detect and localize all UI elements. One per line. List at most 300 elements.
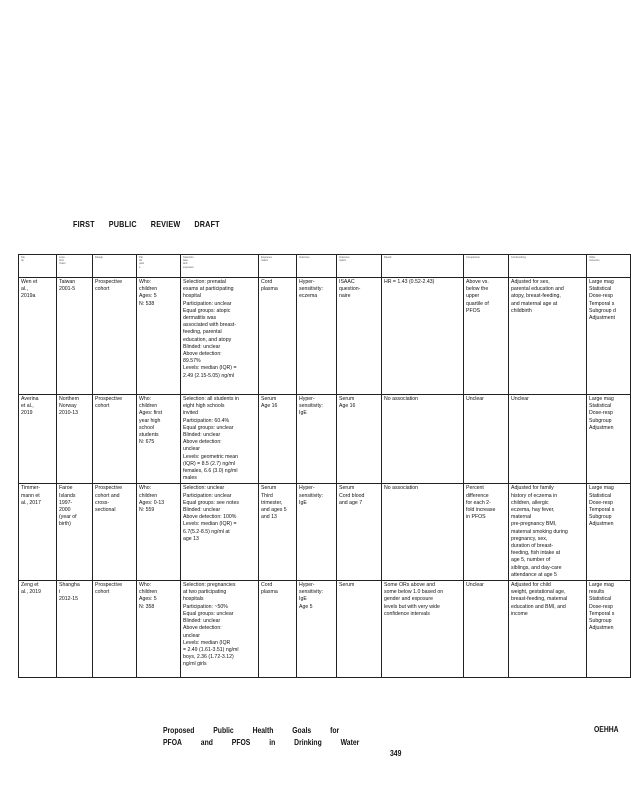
cell-line: Above detection:: [183, 351, 222, 358]
cell-participants: [137, 581, 181, 678]
cell-line: levels but with very wide: [384, 603, 440, 610]
cell-line: Age 16: [261, 403, 278, 410]
column-header-line: Par: [139, 256, 144, 259]
cell-line: Subgroup d: [589, 307, 616, 314]
cell-line: Cord: [261, 582, 273, 589]
cell-line: weight, gestational age,: [511, 589, 566, 596]
cell-confounding: [509, 395, 587, 484]
cell-line: trimester,: [261, 499, 283, 506]
cell-line: and age 7: [339, 499, 363, 506]
cell-line: children: [139, 589, 158, 596]
column-header-line: Loca: [59, 256, 65, 259]
footer-word: Proposed: [163, 726, 195, 735]
cell-line: Hyper-: [299, 582, 315, 589]
draft-word: FIRST: [73, 219, 95, 229]
cell-line: income: [511, 610, 528, 617]
cell-line: No association: [384, 396, 419, 402]
cell-outcome-matrix: [337, 278, 382, 395]
cell-line: Ages: 5: [139, 596, 157, 603]
cell-line: Who:: [139, 396, 152, 402]
cell-line: history of eczema in: [511, 492, 558, 499]
cell-line: children: [139, 403, 158, 410]
cell-line: Serum: [339, 582, 355, 589]
cell-line: Participation: unclear: [183, 300, 232, 307]
cell-line: results: [589, 589, 605, 596]
cell-line: feeding, parental: [183, 329, 222, 336]
cell-line: Age 5: [299, 603, 313, 610]
cell-line: and maternal age at: [511, 300, 558, 307]
column-header-line: Outcome: [299, 256, 310, 259]
cell-line: birth): [59, 521, 71, 528]
cell-line: question-: [339, 286, 361, 293]
cell-matrix: [259, 278, 297, 395]
cell-line: gender and exposure: [384, 596, 434, 603]
column-header-line: Outcome: [339, 256, 350, 259]
cell-line: 1997-: [59, 499, 73, 506]
cell-line: N: 559: [139, 507, 155, 514]
column-header-line: tici: [139, 259, 143, 263]
cell-line: Northern: [59, 396, 80, 402]
column-header: [337, 255, 382, 278]
cell-location: [57, 395, 93, 484]
cell-line: Blinded: unclear: [183, 507, 221, 514]
column-header-line: bias: [183, 259, 188, 263]
cell-line: Cord blood: [339, 492, 365, 499]
cell-line: al., 2017: [21, 499, 41, 506]
cell-line: maternal smoking during: [511, 528, 568, 535]
cell-line: plasma: [261, 589, 278, 596]
column-header-line: Design: [95, 256, 104, 259]
cell-line: Percent: [466, 485, 484, 492]
cell-line: Timmer-: [21, 485, 41, 492]
cell-outcome: [297, 484, 337, 581]
cell-line: Blinded: unclear: [183, 343, 221, 350]
cell-line: 2019a: [21, 293, 36, 300]
cell-line: duration of breast-: [511, 543, 554, 550]
cell-line: Prospective: [95, 279, 123, 285]
column-header-line: Confounding: [511, 256, 526, 259]
cell-line: Faroe: [59, 485, 73, 492]
cell-study: [19, 581, 57, 678]
cell-line: Adjustment: [589, 315, 615, 322]
cell-line: Levels: median (IQR) =: [183, 365, 237, 372]
cell-line: age 5, number of: [511, 557, 551, 564]
cell-line: confidence intervals: [384, 610, 430, 617]
column-header-line: exposure: [183, 265, 194, 269]
cell-line: Who:: [139, 582, 152, 589]
cell-line: Adjusted for family: [511, 485, 554, 492]
footer-word: PFOS: [231, 738, 251, 747]
cell-participants: [137, 395, 181, 484]
cell-line: et al.,: [21, 403, 34, 410]
cell-line: associated with breast-: [183, 322, 237, 329]
column-header: [382, 255, 464, 278]
cell-outcome: [297, 278, 337, 395]
cell-line: breast-feeding, maternal: [511, 596, 568, 603]
cell-line: Dose-resp: [589, 293, 613, 300]
cell-line: Dose-resp: [589, 603, 613, 610]
cell-line: Who:: [139, 279, 152, 285]
cell-location: [57, 278, 93, 395]
cell-line: Islands: [59, 492, 76, 499]
cell-result: [382, 278, 464, 395]
cell-line: Temporal s: [589, 610, 615, 617]
cell-line: quartile of: [466, 300, 489, 307]
cell-participants: [137, 278, 181, 395]
cell-design: [93, 278, 137, 395]
cell-line: Equal groups: unclear: [183, 424, 234, 431]
cell-line: Temporal s: [589, 507, 615, 514]
footer-title-line-1: [163, 725, 376, 737]
footer-word: for: [330, 726, 340, 735]
cell-line: and 13: [261, 514, 277, 521]
cell-line: Equal groups: see notes: [183, 499, 239, 506]
cell-line: invited: [183, 410, 198, 417]
footer-word: Drinking: [294, 738, 322, 747]
cell-line: Participation: ~50%: [183, 603, 228, 610]
cell-outcome-matrix: [337, 581, 382, 678]
cell-line: sectional: [95, 507, 116, 514]
column-header-line: Years: [59, 262, 66, 266]
draft-word: DRAFT: [194, 219, 220, 229]
cell-line: Above detection:: [183, 625, 222, 632]
cell-confounding: [509, 484, 587, 581]
cell-line: Selection: prenatal: [183, 279, 226, 285]
cell-line: Statistical: [589, 403, 612, 410]
cell-line: Large mag: [589, 582, 614, 589]
cell-line: Subgroup: [589, 514, 612, 521]
cell-line: Large mag: [589, 396, 614, 402]
cell-outcome-matrix: [337, 484, 382, 581]
cell-line: pre-pregnancy BMI,: [511, 521, 557, 528]
column-header-line: tion/: [59, 259, 64, 263]
cell-line: atopy, breast-feeding,: [511, 293, 561, 300]
cell-line: for each 2-: [466, 499, 491, 506]
study-table: [18, 254, 631, 678]
cell-line: Ages: first: [139, 410, 163, 417]
cell-line: Equal groups: atopic: [183, 307, 231, 314]
cell-line: IgE: [299, 499, 307, 506]
cell-line: females, 6.6 (3.0) ng/ml: [183, 468, 238, 475]
cell-line: Participation: unclear: [183, 492, 232, 499]
cell-line: Temporal s: [589, 300, 615, 307]
column-header: [57, 255, 93, 278]
cell-line: Unclear: [511, 396, 529, 402]
cell-line: plasma: [261, 286, 278, 293]
cell-line: Adjusted for child: [511, 582, 551, 589]
cell-line: Statistical: [589, 286, 612, 293]
cell-line: Prospective: [95, 485, 123, 492]
column-header-line: Other: [589, 256, 596, 259]
cell-line: Serum: [261, 396, 277, 402]
column-header: [587, 255, 631, 278]
cell-line: Prospective: [95, 396, 123, 402]
cell-line: 2010-13: [59, 410, 79, 417]
cell-line: childbirth: [511, 307, 532, 314]
cell-line: males: [183, 475, 197, 482]
cell-selection: [181, 278, 259, 395]
cell-line: N: 538: [139, 300, 155, 307]
cell-line: 89.57%: [183, 358, 201, 365]
cell-line: Shangha: [59, 582, 80, 589]
cell-line: Serum: [339, 485, 355, 492]
cell-study: [19, 278, 57, 395]
column-header-line: Exposure: [261, 256, 272, 259]
cell-line: naire: [339, 293, 351, 300]
cell-line: Above detection: 100%: [183, 514, 237, 521]
column-header-line: Stu: [21, 256, 25, 259]
cell-line: unclear: [183, 446, 201, 453]
cell-confounding: [509, 278, 587, 395]
cell-line: i: [59, 589, 61, 596]
cell-other: [587, 484, 631, 581]
cell-line: Serum: [261, 485, 277, 492]
cell-line: 2012-15: [59, 596, 79, 603]
cell-line: Unclear: [466, 396, 484, 402]
cell-line: Large mag: [589, 485, 614, 492]
cell-line: pregnancy, sex,: [511, 535, 548, 542]
cell-line: sensitivity:: [299, 492, 323, 499]
footer-word: Health: [252, 726, 274, 735]
column-header: [181, 255, 259, 278]
study-table-container: [18, 254, 618, 668]
cell-line: feeding, fish intake at: [511, 550, 561, 557]
cell-line: dermatitis was: [183, 315, 217, 322]
cell-selection: [181, 395, 259, 484]
column-header: [259, 255, 297, 278]
table-header-row: [19, 255, 631, 278]
cell-line: unclear: [183, 632, 201, 639]
cell-other: [587, 581, 631, 678]
column-header-line: and: [183, 262, 188, 266]
cell-line: education, and atopy: [183, 336, 232, 343]
column-header-line: matrix: [339, 259, 347, 263]
footer-word: Water: [340, 738, 360, 747]
column-header: [464, 255, 509, 278]
column-header-line: pant: [139, 262, 145, 266]
cell-line: Age 16: [339, 403, 356, 410]
cell-line: some below 1.0 based on: [384, 589, 444, 596]
cell-line: Wen et: [21, 279, 38, 285]
footer-word: and: [200, 738, 213, 747]
cell-line: hospitals: [183, 596, 204, 603]
cell-line: below the: [466, 286, 489, 293]
cell-line: children: [139, 492, 158, 499]
column-header-line: Selection: [183, 256, 194, 259]
cell-outcome: [297, 395, 337, 484]
cell-design: [93, 484, 137, 581]
footer-word: in: [269, 738, 276, 747]
agency-name: OEHHA: [594, 725, 619, 734]
cell-result: [382, 395, 464, 484]
cell-line: (IQR) = 8.5 (2.7) ng/ml: [183, 460, 236, 467]
cell-line: Hyper-: [299, 485, 315, 492]
cell-line: (year of: [59, 514, 77, 521]
cell-line: IgE: [299, 410, 307, 417]
cell-line: Selection: pregnancies: [183, 582, 236, 589]
cell-line: Adjusted for sex,: [511, 279, 550, 285]
cell-confounding: [509, 581, 587, 678]
footer-title-line-2: [163, 737, 376, 749]
cell-line: Levels: median (IQR: [183, 639, 231, 646]
cell-line: Some ORs above and: [384, 582, 436, 589]
cell-line: N: 358: [139, 603, 155, 610]
cell-line: sensitivity:: [299, 286, 323, 293]
cell-line: maternal: [511, 514, 532, 521]
draft-label: [73, 219, 232, 229]
cell-line: al.,: [21, 286, 28, 293]
cell-line: Hyper-: [299, 279, 315, 285]
cell-selection: [181, 581, 259, 678]
cell-line: sensitivity:: [299, 403, 323, 410]
table-row: [19, 581, 631, 678]
cell-line: cohort: [95, 589, 110, 596]
cell-line: cross-: [95, 499, 110, 506]
cell-line: boys, 2.36 (1.72-3.12): [183, 654, 234, 661]
cell-line: Norway: [59, 403, 77, 410]
cell-line: Hyper-: [299, 396, 315, 402]
cell-comparison: [464, 484, 509, 581]
cell-result: [382, 484, 464, 581]
cell-line: school: [139, 424, 154, 431]
cell-line: upper: [466, 293, 480, 300]
cell-line: children, allergic: [511, 499, 549, 506]
draft-word: PUBLIC: [108, 219, 137, 229]
cell-study: [19, 484, 57, 581]
cell-line: Subgroup: [589, 618, 612, 625]
column-header-line: matrix: [261, 259, 269, 263]
cell-other: [587, 278, 631, 395]
column-header: [509, 255, 587, 278]
cell-line: Subgroup: [589, 417, 612, 424]
cell-comparison: [464, 278, 509, 395]
cell-line: Prospective: [95, 582, 123, 589]
cell-line: sensitivity:: [299, 589, 323, 596]
cell-line: Above detection:: [183, 439, 222, 446]
cell-line: and ages 5: [261, 507, 287, 514]
cell-line: Averina: [21, 396, 39, 402]
cell-line: Statistical: [589, 492, 612, 499]
footer-word: PFOA: [163, 738, 182, 747]
table-row: [19, 484, 631, 581]
cell-line: Participation: 60.4%: [183, 417, 230, 424]
cell-line: HR = 1.43 (0.52-2.43): [384, 279, 435, 285]
cell-line: hospital: [183, 293, 201, 300]
cell-line: students: [139, 432, 159, 439]
cell-line: Selection: all students in: [183, 396, 239, 402]
cell-selection: [181, 484, 259, 581]
cell-line: Equal groups: unclear: [183, 610, 234, 617]
cell-comparison: [464, 395, 509, 484]
cell-matrix: [259, 395, 297, 484]
cell-line: ISAAC: [339, 279, 355, 285]
cell-location: [57, 581, 93, 678]
cell-matrix: [259, 581, 297, 678]
cell-line: Levels: geometric mean: [183, 453, 239, 460]
column-header: [93, 255, 137, 278]
cell-result: [382, 581, 464, 678]
cell-location: [57, 484, 93, 581]
cell-line: PFOS: [466, 307, 481, 314]
cell-line: 2000: [59, 507, 71, 514]
footer-title: [163, 725, 376, 749]
cell-line: ng/ml girls: [183, 661, 207, 668]
cell-line: eczema: [299, 293, 318, 300]
draft-word: REVIEW: [150, 219, 181, 229]
cell-line: al., 2019: [21, 589, 41, 596]
cell-line: = 2.49 (1.61-3.51) ng/ml: [183, 646, 239, 653]
table-row: [19, 278, 631, 395]
column-header: [297, 255, 337, 278]
cell-line: eczema, hay fever,: [511, 507, 555, 514]
column-header-line: s: [139, 265, 141, 269]
cell-line: difference: [466, 492, 489, 499]
cell-line: eight high schools: [183, 403, 225, 410]
cell-line: exams at participating: [183, 286, 234, 293]
column-header: [137, 255, 181, 278]
cell-line: N: 675: [139, 439, 155, 446]
column-header-line: Comparison: [466, 256, 480, 259]
cell-line: Ages: 5: [139, 293, 157, 300]
cell-line: Blinded: unclear: [183, 432, 221, 439]
footer-word: Goals: [292, 726, 312, 735]
cell-line: Adjustmen: [589, 521, 614, 528]
column-header-line: concerns: [589, 259, 600, 263]
cell-line: Adjustmen: [589, 424, 614, 431]
cell-line: 2.49 (2.15-5.05) ng/ml: [183, 372, 235, 379]
cell-outcome: [297, 581, 337, 678]
cell-line: 6.7(5.2-8.5) ng/ml at: [183, 528, 230, 535]
cell-line: cohort: [95, 286, 110, 293]
cell-line: Ages: 0-13: [139, 499, 165, 506]
cell-line: children: [139, 286, 158, 293]
cell-line: at two participating: [183, 589, 227, 596]
column-header: [19, 255, 57, 278]
cell-line: Adjustmen: [589, 625, 614, 632]
cell-line: Blinded: unclear: [183, 618, 221, 625]
cell-line: education and BMI, and: [511, 603, 566, 610]
cell-line: Third: [261, 492, 273, 499]
cell-line: 2019: [21, 410, 33, 417]
cell-line: Dose-resp: [589, 410, 613, 417]
cell-line: cohort and: [95, 492, 120, 499]
cell-line: Zeng et: [21, 582, 39, 589]
table-row: [19, 395, 631, 484]
column-header-line: dy: [21, 259, 24, 263]
cell-line: IgE: [299, 596, 307, 603]
cell-design: [93, 395, 137, 484]
cell-design: [93, 581, 137, 678]
cell-line: Who:: [139, 485, 152, 492]
cell-line: age 13: [183, 535, 199, 542]
cell-comparison: [464, 581, 509, 678]
page-number: 349: [390, 749, 402, 758]
cell-line: Selection: unclear: [183, 485, 225, 492]
cell-line: in PFOS: [466, 514, 486, 521]
cell-line: 2001-5: [59, 286, 76, 293]
cell-line: Above vs.: [466, 279, 489, 285]
cell-line: Dose-resp: [589, 499, 613, 506]
cell-line: fold increase: [466, 507, 496, 514]
cell-line: Unclear: [466, 582, 484, 589]
cell-line: Statistical: [589, 596, 612, 603]
cell-line: parental education and: [511, 286, 564, 293]
cell-line: No association: [384, 485, 419, 492]
cell-other: [587, 395, 631, 484]
cell-line: siblings, and day-care: [511, 564, 562, 571]
cell-line: Serum: [339, 396, 355, 402]
cell-line: cohort: [95, 403, 110, 410]
